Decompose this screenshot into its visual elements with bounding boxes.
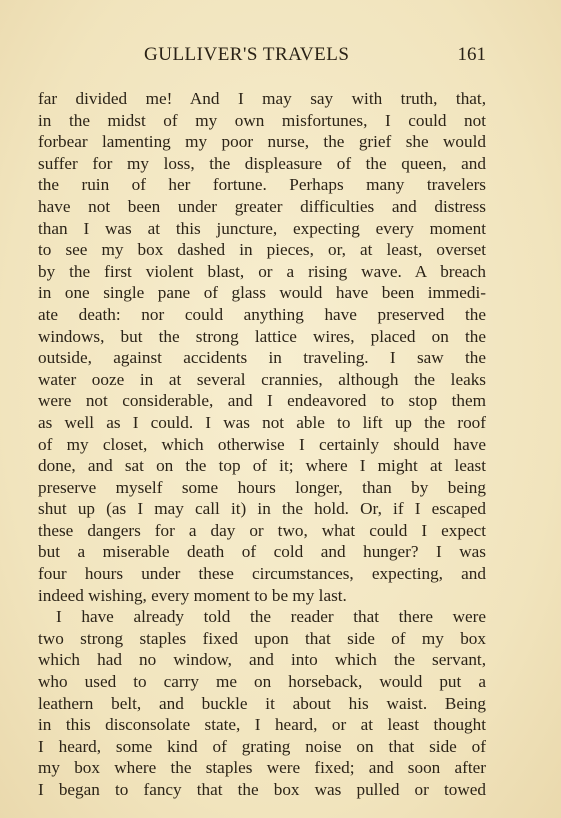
text-line: water ooze in at several crannies, although the leaks xyxy=(38,369,486,389)
text-line: suffer for my loss, the displeasure of the queen, and xyxy=(38,153,486,173)
text-line: as well as I could. I was not able to lift up the roof xyxy=(38,412,486,432)
text-line: to see my box dashed in pieces, or, at least, overset xyxy=(38,240,486,260)
text-line: ate death: nor could anything have preserved the xyxy=(38,304,486,324)
text-line: than I was at this juncture, expecting every moment xyxy=(38,218,486,238)
text-line: the ruin of her fortune. Perhaps many travelers xyxy=(38,175,486,195)
text-line: four hours under these circumstances, expecting, and xyxy=(38,564,486,584)
text-line: I have already told the reader that there were xyxy=(56,607,486,627)
text-line: in the midst of my own misfortunes, I could not xyxy=(38,110,486,130)
text-line: far divided me! And I may say with truth, that, xyxy=(38,89,486,108)
text-line: these dangers for a day or two, what could I expect xyxy=(38,520,486,540)
text-line: of my closet, which otherwise I certainly should have xyxy=(38,434,486,454)
text-line: in one single pane of glass would have been immedi- xyxy=(38,283,486,303)
text-line: which had no window, and into which the servant, xyxy=(38,650,486,670)
text-line: have not been under greater difficulties and distress xyxy=(38,196,486,216)
text-line: I began to fancy that the box was pulled or towed xyxy=(38,780,486,799)
text-line: forbear lamenting my poor nurse, the grief she would xyxy=(38,132,486,152)
text-line: preserve myself some hours longer, than by being xyxy=(38,477,486,497)
paragraph xyxy=(38,606,486,800)
text-line: but a miserable death of cold and hunger? I was xyxy=(38,542,486,562)
text-line: in this disconsolate state, I heard, or at least thought xyxy=(38,715,486,735)
text-line: by the first violent blast, or a rising wave. A breach xyxy=(38,261,486,281)
text-line: who used to carry me on horseback, would put a xyxy=(38,672,486,692)
text-line: outside, against accidents in traveling. I saw the xyxy=(38,348,486,368)
body-text xyxy=(38,88,486,801)
text-line: leathern belt, and buckle it about his waist. Being xyxy=(38,693,486,713)
text-line: indeed wishing, every moment to be my last. xyxy=(38,585,347,605)
paragraph xyxy=(38,88,486,606)
text-line: two strong staples fixed upon that side of my box xyxy=(38,628,486,648)
text-line: were not considerable, and I endeavored to stop them xyxy=(38,391,486,411)
text-line: I heard, some kind of grating noise on that side of xyxy=(38,736,486,756)
text-line: shut up (as I may call it) in the hold. Or, if I escaped xyxy=(38,499,486,519)
text-line: windows, but the strong lattice wires, placed on the xyxy=(38,326,486,346)
text-line: done, and sat on the top of it; where I might at least xyxy=(38,456,486,476)
page-number: 161 xyxy=(457,44,486,65)
text-line: my box where the staples were fixed; and soon after xyxy=(38,758,486,778)
page-header xyxy=(38,44,486,68)
running-title: GULLIVER'S TRAVELS xyxy=(144,44,350,65)
